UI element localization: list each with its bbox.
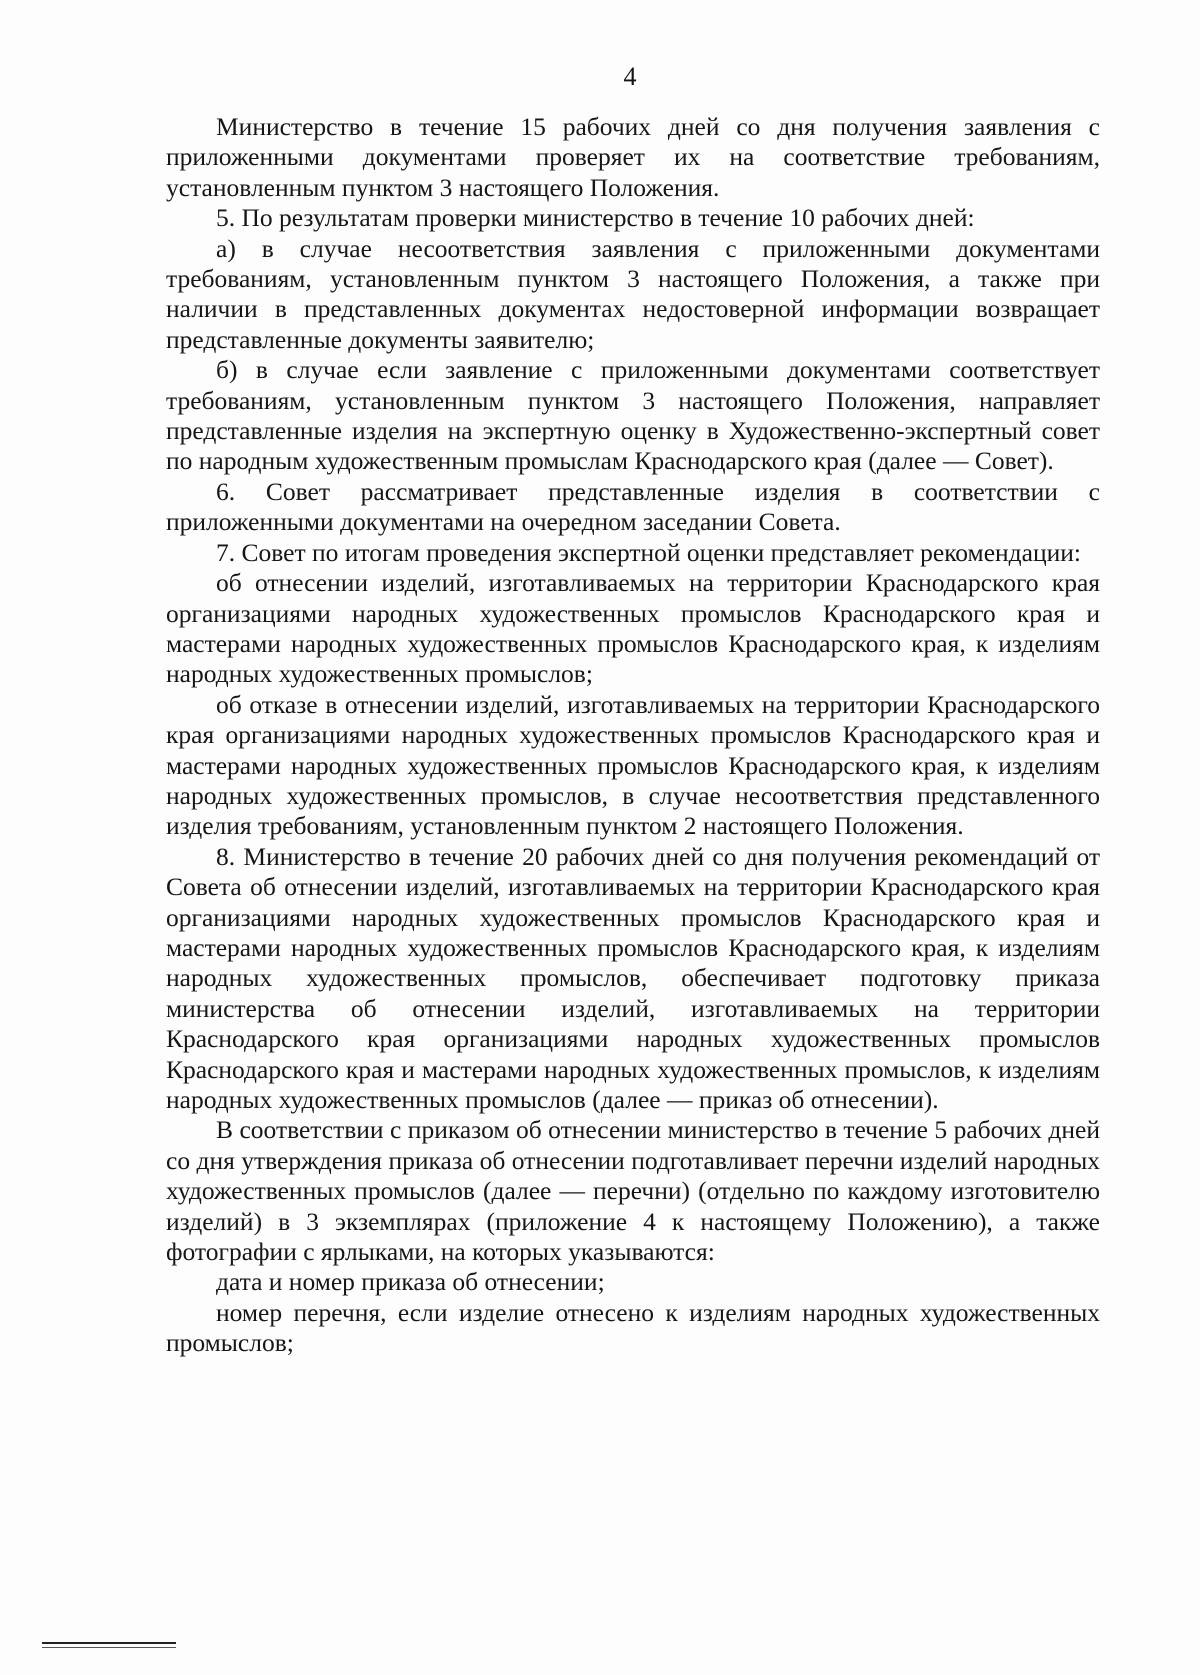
- paragraph-item-5: 5. По результатам проверки министерство в течение 10 рабочих дней:: [216, 203, 975, 233]
- footnote-divider-secondary: [42, 1647, 176, 1648]
- paragraph-ministry-check: Министерство в течение 15 рабочих дней со дня получения заявления с приложенными документами проверяет их на соответствие требованиям, установленным пунктом 3 настоящего Положения.: [166, 112, 1100, 202]
- paragraph-list-number: номер перечня, если изделие отнесено к изделиям народных художественных промыслов;: [166, 1297, 1100, 1358]
- document-body: [166, 112, 1100, 1359]
- paragraph-item-5a: а) в случае несоответствия заявления с приложенными документами требованиям, установленным пунктом 3 настоящего Положения, а также при наличии в представленных документах недостоверной информации возвращает представленные документы заявителю;: [166, 233, 1100, 354]
- paragraph-recommendation-approve: об отнесении изделий, изготавливаемых на территории Краснодарского края организациями народных художественных промыслов Краснодарского края и мастерами народных художественных промыслов Краснодарского края, к изделиям народных художественных промыслов;: [166, 568, 1100, 689]
- paragraph-lists-preparation: В соответствии с приказом об отнесении министерство в течение 5 рабочих дней со дня утверждения приказа об отнесении подготавливает перечни изделий народных художественных промыслов (далее — перечни) (отдельно по каждому изготовителю изделий) в 3 экземплярах (приложение 4 к настоящему Положению), а также фотографии с ярлыками, на которых указываются:: [166, 1115, 1100, 1267]
- page-number: 4: [623, 62, 637, 91]
- paragraph-order-date-number: дата и номер приказа об отнесении;: [216, 1267, 605, 1297]
- paragraph-item-5b: б) в случае если заявление с приложенными документами соответствует требованиям, установленным пунктом 3 настоящего Положения, направляет представленные изделия на экспертную оценку в Художественно-экспертный совет по народным художественным промыслам Краснодарского края (далее — Совет).: [166, 355, 1100, 476]
- paragraph-item-6: 6. Совет рассматривает представленные изделия в соответствии с приложенными документами на очередном заседании Совета.: [166, 476, 1100, 537]
- paragraph-recommendation-refuse: об отказе в отнесении изделий, изготавливаемых на территории Краснодарского края организациями народных художественных промыслов Краснодарского края и мастерами народных художественных промыслов Краснодарского края, к изделиям народных художественных промыслов, в случае несоответствия представленного изделия требованиям, установленным пунктом 2 настоящего Положения.: [166, 689, 1100, 841]
- paragraph-item-8: 8. Министерство в течение 20 рабочих дней со дня получения рекомендаций от Совета об отнесении изделий, изготавливаемых на территории Краснодарского края организациями народных художественных промыслов Краснодарского края и мастерами народных художественных промыслов Краснодарского края, к изделиям народных художественных промыслов, обеспечивает подготовку приказа министерства об отнесении изделий, изготавливаемых на территории Краснодарского края организациями народных художественных промыслов Краснодарского края и мастерами народных художественных промыслов, к изделиям народных художественных промыслов (далее — приказ об отнесении).: [166, 841, 1100, 1114]
- paragraph-item-7: 7. Совет по итогам проведения экспертной оценки представляет рекомендации:: [216, 537, 1081, 567]
- footnote-divider: [42, 1642, 176, 1644]
